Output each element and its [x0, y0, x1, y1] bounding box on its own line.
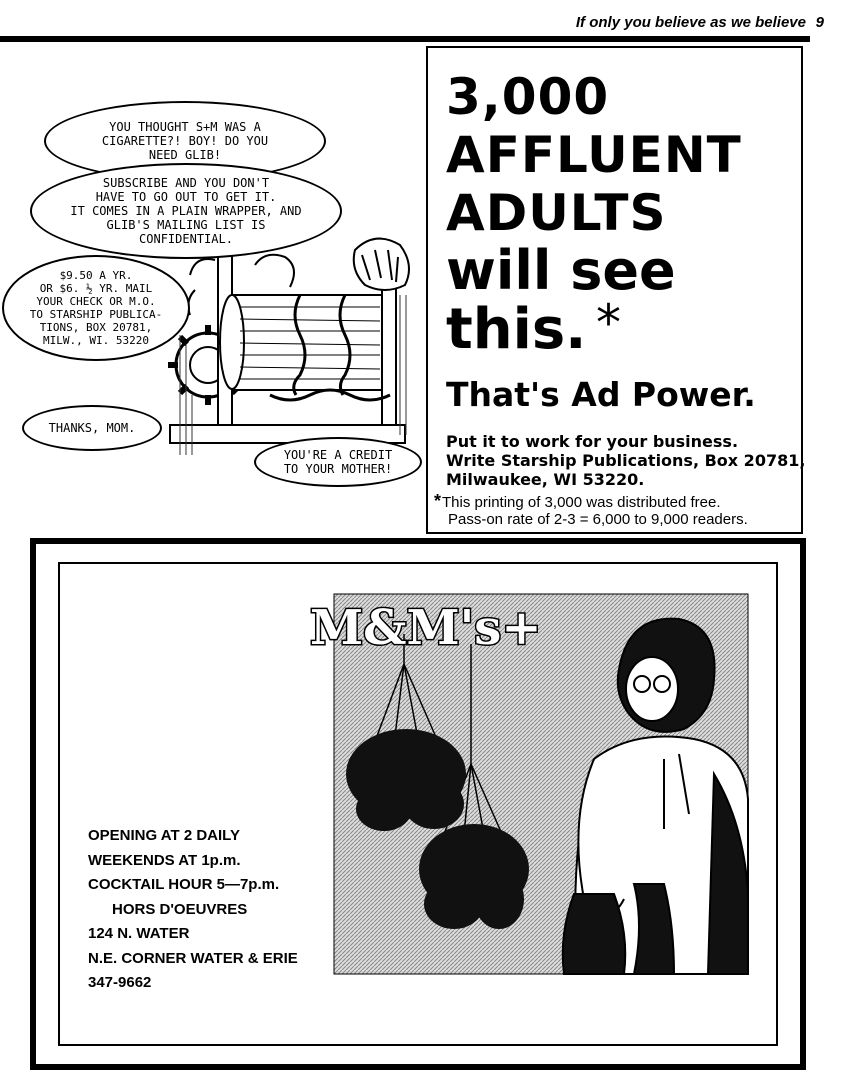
mm-logo-text: M&M's+: [310, 600, 542, 656]
ad-contact-line: Milwaukee, WI 53220.: [446, 470, 645, 489]
bubble-text: $9.50 A YR. OR $6. ½ YR. MAIL YOUR CHECK OR M.O. TO STARSHIP PUBLICA- TIONS, BOX 20781, MILW., WI. 53220: [29, 269, 163, 347]
mm-info-line: HORS D'OEUVRES: [112, 900, 248, 918]
ad-asterisk: *: [596, 294, 622, 352]
mm-info-line: N.E. CORNER WATER & ERIE: [88, 949, 298, 967]
speech-bubble-credit: [254, 437, 422, 487]
ad-footnote-printing: [434, 491, 721, 512]
speech-bubble-thanks: [22, 405, 162, 451]
mm-info-line: OPENING AT 2 DAILY: [88, 827, 240, 844]
comic-panel: [0, 45, 425, 535]
ad-power-box: [426, 46, 806, 534]
ad-contact-line: Put it to work for your business.: [446, 432, 739, 451]
header-rule: [0, 36, 810, 42]
ad-contact-line: Write Starship Publications, Box 20781,: [446, 451, 806, 470]
ad-headline-affluent: AFFLUENT: [446, 126, 742, 184]
page-number: 9: [815, 14, 824, 31]
bubble-text: THANKS, MOM.: [48, 421, 136, 435]
footnote-star: *: [434, 491, 442, 511]
ad-footnote-passon: Pass-on rate of 2-3 = 6,000 to 9,000 readers.: [448, 511, 748, 528]
mm-ad-info: [88, 824, 298, 996]
mm-info-line: 124 N. WATER: [88, 925, 190, 942]
footnote-text: This printing of 3,000 was distributed free.: [442, 494, 721, 511]
ad-headline-adults: ADULTS: [446, 184, 667, 242]
ad-tagline: That's Ad Power.: [446, 375, 756, 414]
ad-headline-will-see: will see: [446, 239, 676, 302]
bubble-text: SUBSCRIBE AND YOU DON'T HAVE TO GO OUT TO GET IT. IT COMES IN A PLAIN WRAPPER, AND GLIB'S MAILING LIST IS CONFIDENTIAL.: [70, 176, 302, 246]
bubble-text: YOU'RE A CREDIT TO YOUR MOTHER!: [283, 448, 393, 476]
ad-headline-number: 3,000: [446, 68, 610, 126]
bubble-text: YOU THOUGHT S+M WAS A CIGARETTE?! BOY! DO YOU NEED GLIB!: [101, 120, 269, 162]
mm-info-line: COCKTAIL HOUR 5—7p.m.: [88, 876, 280, 893]
mm-ad-box: [30, 538, 806, 1070]
ad-headline-this: this.: [446, 297, 587, 362]
speech-bubble-price: [2, 255, 190, 361]
mm-logo: [304, 594, 542, 658]
ad-contact: [446, 432, 805, 489]
running-header: If only you believe as we believe: [575, 14, 806, 31]
mm-info-line: WEEKENDS AT 1p.m.: [88, 851, 241, 869]
mm-info-line: 347-9662: [88, 974, 152, 991]
speech-bubble-subscribe: [30, 163, 342, 259]
